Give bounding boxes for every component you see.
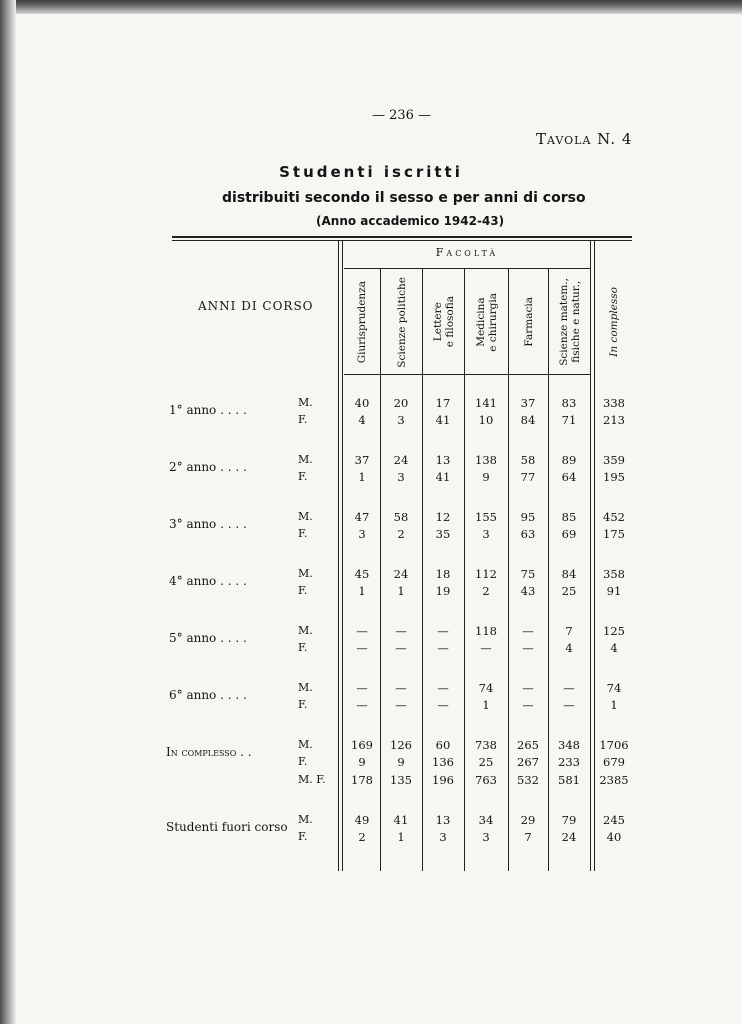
table-cell: 7 [565,624,573,638]
table-cell: 63 [520,527,536,541]
table-cell: 13 [435,813,451,827]
table-cell: — [522,698,534,712]
table-cell: 83 [561,396,577,410]
table-cell: 3 [358,527,366,541]
table-cell: 1 [358,584,366,598]
table-cell: 71 [561,413,577,427]
table-cell: 85 [561,510,577,524]
table-cell: 1 [358,470,366,484]
row-label: In complesso . . [166,744,252,759]
table-cell: 89 [561,453,577,467]
table-cell: 24 [561,830,577,844]
table-cell: 1706 [599,738,629,752]
table-cell: — [356,641,368,655]
page-number: — 236 — [372,108,432,123]
column-header: Lettere e filosofia [431,296,456,348]
sex-label: M. [298,567,313,580]
table-cell: 3 [439,830,447,844]
table-cell: 9 [397,755,405,769]
table-cell: 69 [561,527,577,541]
table-cell: 91 [606,584,622,598]
table-cell: 3 [482,830,490,844]
table-cell: 43 [520,584,536,598]
table-cell: 64 [561,470,577,484]
stub-divider [338,241,339,871]
table-cell: 74 [606,681,622,695]
table-cell: — [522,641,534,655]
table-cell: 24 [393,453,409,467]
row-label: 5° anno . . . . [169,630,247,645]
table-cell: 4 [610,641,618,655]
table-cell: 195 [603,470,625,484]
table-cell: 25 [561,584,577,598]
table-cell: — [563,698,575,712]
row-label: 4° anno . . . . [169,573,247,588]
table-cell: 213 [603,413,625,427]
table-cell: 84 [561,567,577,581]
column-header: Scienze matem., fisiche e natur., [557,278,582,366]
table-cell: 112 [475,567,497,581]
table-cell: 233 [558,755,580,769]
table-cell: 3 [482,527,490,541]
sex-label: M. [298,738,313,751]
table-cell: 79 [561,813,577,827]
table-cell: 2385 [599,773,629,787]
table-cell: 9 [358,755,366,769]
table-cell: — [563,681,575,695]
table-cell: 47 [354,510,370,524]
table-cell: 348 [558,738,580,752]
table-cell: 679 [603,755,625,769]
column-header: Giurisprudenza [356,280,368,364]
table-cell: — [437,624,449,638]
table-cell: 126 [390,738,412,752]
table-cell: 581 [558,773,580,787]
faculty-group-header: Facoltà [435,246,499,259]
table-cell: — [522,681,534,695]
table-cell: 49 [354,813,370,827]
column-header: Farmacia [522,297,535,347]
table-cell: — [356,624,368,638]
table-cell: 141 [475,396,497,410]
table-cell: 40 [606,830,622,844]
table-cell: 738 [475,738,497,752]
table-cell: — [395,698,407,712]
table-cell: 41 [435,470,451,484]
table-cell: — [395,681,407,695]
sex-label: M. [298,624,313,637]
table-cell: — [395,624,407,638]
table-cell: 17 [435,396,451,410]
table-cell: 37 [520,396,536,410]
row-label: 2° anno . . . . [169,459,247,474]
table-cell: — [356,698,368,712]
table-cell: 58 [393,510,409,524]
table-cell: 3 [397,413,405,427]
table-cell: 267 [517,755,539,769]
table-cell: 138 [475,453,497,467]
sex-label: M. [298,681,313,694]
table-cell: 178 [351,773,373,787]
table-cell: 4 [565,641,573,655]
table-cell: 35 [435,527,451,541]
table-cell: — [395,641,407,655]
table-cell: — [480,641,492,655]
table-cell: 4 [358,413,366,427]
table-cell: 2 [358,830,366,844]
table-cell: 763 [475,773,497,787]
table-cell: — [437,641,449,655]
table-cell: 41 [393,813,409,827]
table-cell: 169 [351,738,373,752]
page-title: Studenti iscritti [279,163,463,181]
table-cell: 196 [432,773,454,787]
table-top-rule [172,236,632,238]
table-cell: 34 [478,813,494,827]
table-cell: 9 [482,470,490,484]
table-cell: 20 [393,396,409,410]
sex-label: F. [298,755,308,768]
table-cell: 452 [603,510,625,524]
table-cell: 1 [397,830,405,844]
table-cell: 58 [520,453,536,467]
table-cell: 1 [610,698,618,712]
table-cell: 155 [475,510,497,524]
table-cell: 75 [520,567,536,581]
column-header: Scienze politiche [395,276,408,368]
table-cell: 118 [475,624,497,638]
table-cell: 77 [520,470,536,484]
sex-label: F. [298,830,308,843]
column-header: In complesso [608,287,620,357]
table-cell: — [437,681,449,695]
sex-label: F. [298,641,308,654]
table-cell: — [437,698,449,712]
table-cell: 18 [435,567,451,581]
scan-edge-left [0,0,16,1024]
sex-label: M. [298,510,313,523]
row-label: Studenti fuori corso [166,819,288,834]
table-cell: 37 [354,453,370,467]
table-cell: 358 [603,567,625,581]
sex-label: F. [298,413,308,426]
table-cell: 7 [524,830,532,844]
table-cell: 25 [478,755,494,769]
table-cell: 29 [520,813,536,827]
table-cell: 2 [482,584,490,598]
table-cell: 359 [603,453,625,467]
table-cell: 175 [603,527,625,541]
sex-label: M. [298,396,313,409]
row-header: ANNI DI CORSO [198,299,314,313]
table-cell: 60 [435,738,451,752]
table-cell: 1 [482,698,490,712]
sex-label: M. [298,813,313,826]
table-cell: — [522,624,534,638]
sex-label: F. [298,698,308,711]
table-cell: 13 [435,453,451,467]
table-cell: 24 [393,567,409,581]
table-cell: 12 [435,510,451,524]
table-cell: 3 [397,470,405,484]
table-cell: 45 [354,567,370,581]
scan-edge-top [0,0,742,14]
sex-label: M. [298,453,313,466]
table-cell: 265 [517,738,539,752]
table-cell: 1 [397,584,405,598]
table-cell: 135 [390,773,412,787]
sex-label: F. [298,470,308,483]
table-cell: 10 [478,413,494,427]
table-cell: 74 [478,681,494,695]
table-cell: 41 [435,413,451,427]
table-cell: 2 [397,527,405,541]
table-cell: 19 [435,584,451,598]
table-label: Tavola N. 4 [536,130,633,148]
sex-label: M. F. [298,773,326,786]
row-label: 6° anno . . . . [169,687,247,702]
table-cell: 245 [603,813,625,827]
sex-label: F. [298,584,308,597]
table-top-rule-inner [172,240,632,241]
sex-label: F. [298,527,308,540]
row-label: 3° anno . . . . [169,516,247,531]
row-label: 1° anno . . . . [169,402,247,417]
table-cell: 136 [432,755,454,769]
column-header: Medicina e chirurgia [474,292,499,352]
table-cell: 84 [520,413,536,427]
table-cell: 532 [517,773,539,787]
table-cell: 125 [603,624,625,638]
table-cell: 40 [354,396,370,410]
total-divider [590,241,591,871]
table-cell: — [356,681,368,695]
table-cell: 338 [603,396,625,410]
page-subtitle: distribuiti secondo il sesso e per anni di corso [222,190,586,206]
table-cell: 95 [520,510,536,524]
year-note: (Anno accademico 1942-43) [316,214,505,228]
